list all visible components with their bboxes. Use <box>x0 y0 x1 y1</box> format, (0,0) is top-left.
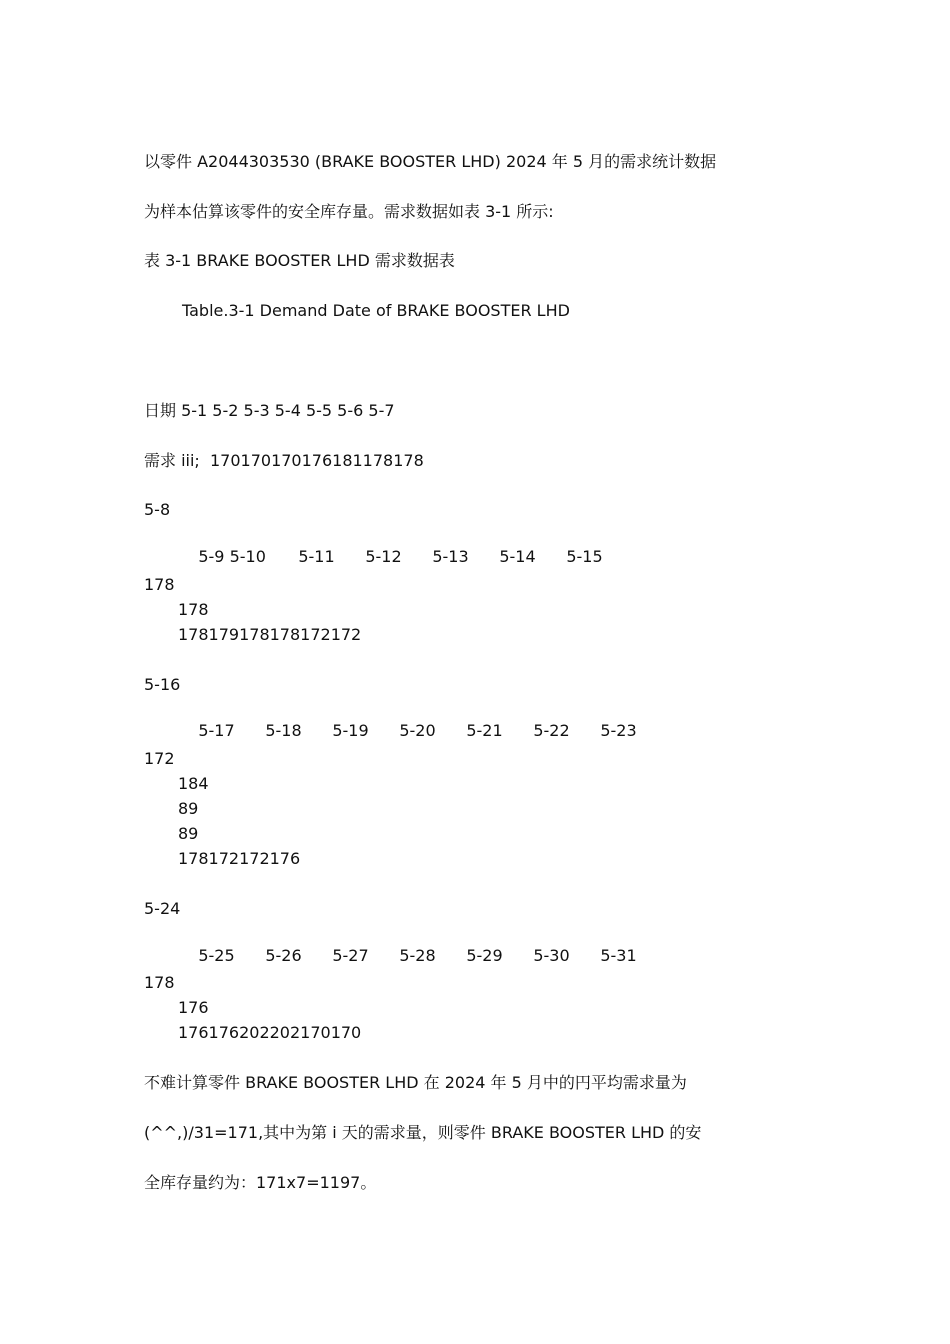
table-caption-cn: 表 3-1 BRAKE BOOSTER LHD 需求数据表 <box>144 251 455 270</box>
block3-value-1: 172 <box>144 749 175 768</box>
date-cell: 5-18 <box>265 721 302 740</box>
date-cell: 5-14 <box>499 547 536 566</box>
date-cell: 5-27 <box>332 946 369 965</box>
date-cell: 5-25 <box>198 946 235 965</box>
intro-line-2: 为样本估算该零件的安全库存量。需求数据如表 3-1 所示: <box>144 202 554 221</box>
conclusion-line-2: (^^,)/31=171,其中为第 i 天的需求量，则零件 BRAKE BOOSTER LHD 的安 <box>144 1123 702 1142</box>
block2-value-2: 178 <box>178 600 209 619</box>
date-cell: 5-17 <box>198 721 235 740</box>
block3-value-5: 178172172176 <box>178 849 301 868</box>
block3-date-row <box>178 698 637 764</box>
block4-value-2: 176 <box>178 998 209 1017</box>
block4-first-date: 5-24 <box>144 899 181 918</box>
date-cell: 5-9 5-10 <box>198 547 266 566</box>
date-cell: 5-26 <box>265 946 302 965</box>
table-date-row: 日期 5-1 5-2 5-3 5-4 5-5 5-6 5-7 <box>144 401 395 420</box>
block2-first-date: 5-8 <box>144 500 171 519</box>
date-cell: 5-21 <box>466 721 503 740</box>
table-caption-en: Table.3-1 Demand Date of BRAKE BOOSTER LHD <box>182 301 570 320</box>
date-cell: 5-20 <box>399 721 436 740</box>
date-cell: 5-29 <box>466 946 503 965</box>
conclusion-line-1: 不难计算零件 BRAKE BOOSTER LHD 在 2024 年 5 月中的円平均需求量为 <box>144 1073 687 1092</box>
date-cell: 5-13 <box>432 547 469 566</box>
block4-value-3: 176176202202170170 <box>178 1023 362 1042</box>
intro-line-1: 以零件 A2044303530 (BRAKE BOOSTER LHD) 2024 年 5 月的需求统计数据 <box>144 152 717 171</box>
block3-first-date: 5-16 <box>144 675 181 694</box>
date-cell: 5-31 <box>600 946 637 965</box>
date-cell: 5-30 <box>533 946 570 965</box>
date-cell: 5-15 <box>566 547 603 566</box>
block2-date-row <box>178 524 603 590</box>
date-cell: 5-11 <box>298 547 335 566</box>
date-cell: 5-22 <box>533 721 570 740</box>
date-cell: 5-12 <box>365 547 402 566</box>
date-cell: 5-19 <box>332 721 369 740</box>
block3-value-2: 184 <box>178 774 209 793</box>
date-cell: 5-23 <box>600 721 637 740</box>
block4-value-1: 178 <box>144 973 175 992</box>
date-cell: 5-28 <box>399 946 436 965</box>
block3-value-4: 89 <box>178 824 199 843</box>
table-demand-row: 需求 iii; 170170170176181178178 <box>144 451 424 470</box>
block2-value-3: 178179178178172172 <box>178 625 362 644</box>
block4-date-row <box>178 923 637 989</box>
conclusion-line-3: 全库存量约为：171x7=1197。 <box>144 1173 377 1192</box>
block2-value-1: 178 <box>144 575 175 594</box>
block3-value-3: 89 <box>178 799 199 818</box>
